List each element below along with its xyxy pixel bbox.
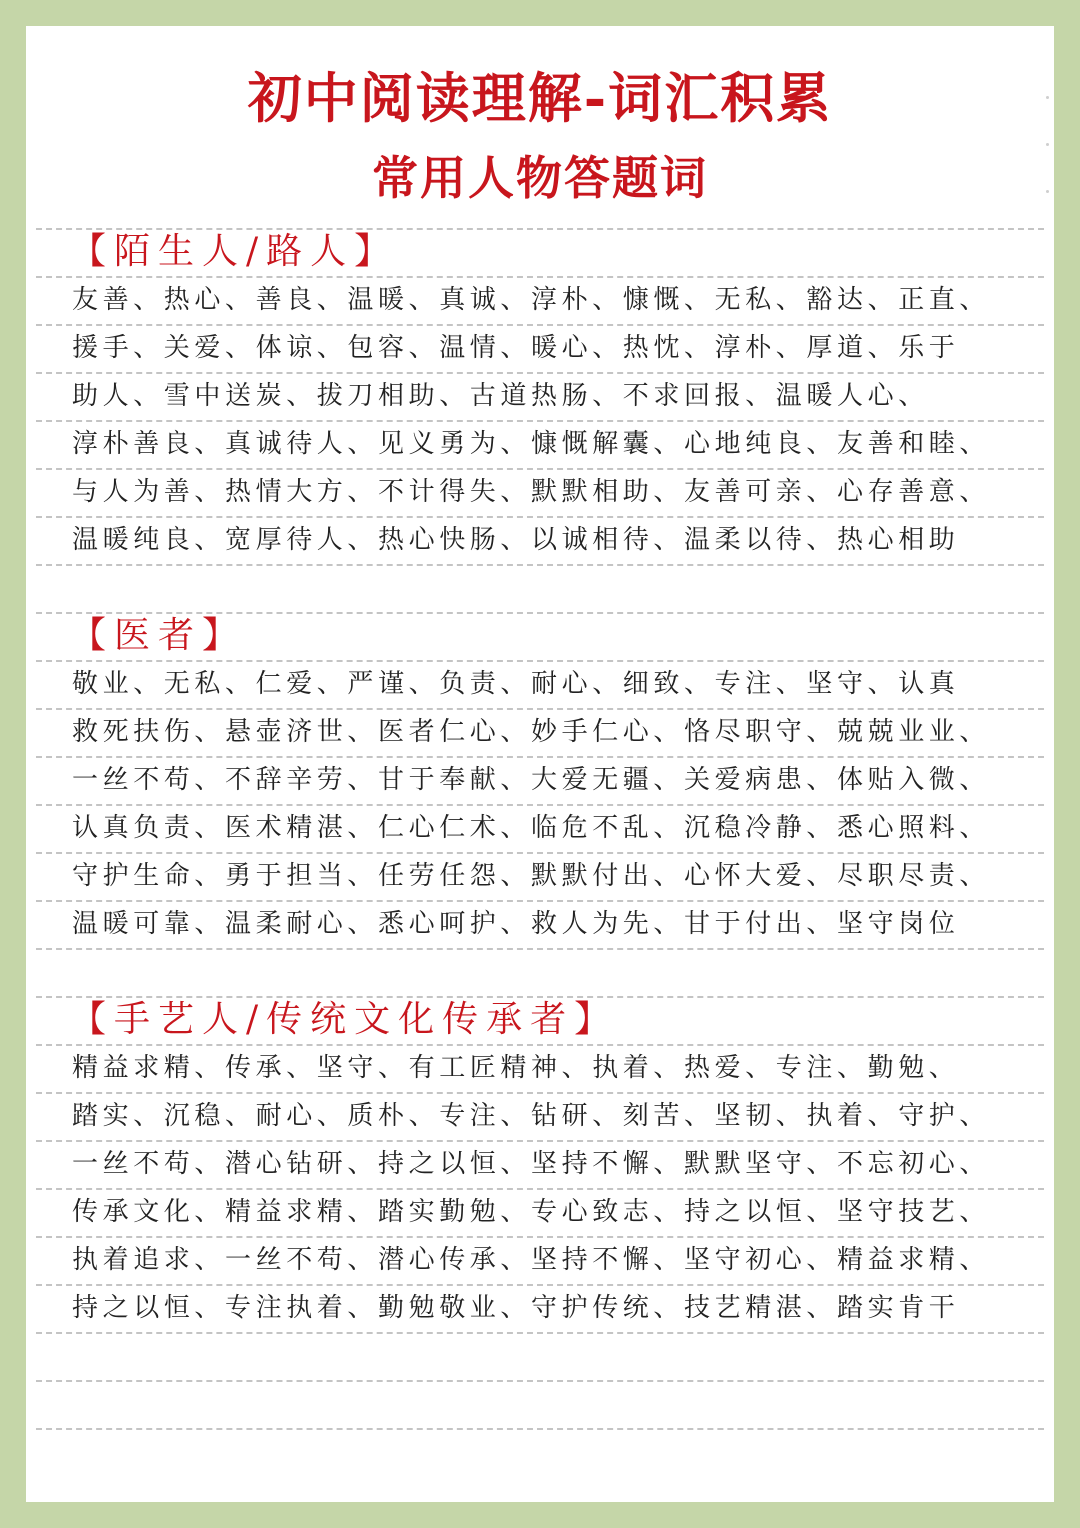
vocab-line: 踏实、沉稳、耐心、质朴、专注、钻研、刻苦、坚韧、执着、守护、 — [72, 1101, 991, 1131]
vocab-line: 守护生命、勇于担当、任劳任怨、默默付出、心怀大爱、尽职尽责、 — [72, 861, 991, 891]
vocab-line: 援手、关爱、体谅、包容、温情、暖心、热忱、淳朴、厚道、乐于 — [72, 333, 960, 363]
vocab-line: 救死扶伤、悬壶济世、医者仁心、妙手仁心、恪尽职守、兢兢业业、 — [72, 717, 991, 747]
section-heading: 【手艺人/传统文化传承者】 — [70, 999, 619, 1040]
page-title: 初中阅读理解-词汇积累 — [247, 66, 833, 130]
vocab-line: 助人、雪中送炭、拔刀相助、古道热肠、不求回报、温暖人心、 — [72, 381, 929, 411]
worksheet-paper — [26, 26, 1054, 1502]
vocab-line: 淳朴善良、真诚待人、见义勇为、慷慨解囊、心地纯良、友善和睦、 — [72, 429, 991, 459]
vocab-line: 与人为善、热情大方、不计得失、默默相助、友善可亲、心存善意、 — [72, 477, 991, 507]
vocab-line: 传承文化、精益求精、踏实勤勉、专心致志、持之以恒、坚守技艺、 — [72, 1197, 991, 1227]
ruled-line — [36, 564, 1044, 566]
section-heading: 【陌生人/路人】 — [70, 231, 399, 272]
vocab-line: 认真负责、医术精湛、仁心仁术、临危不乱、沉稳冷静、悉心照料、 — [72, 813, 991, 843]
ruled-line — [36, 948, 1044, 950]
vocab-line: 温暖可靠、温柔耐心、悉心呵护、救人为先、甘于付出、坚守岗位 — [72, 909, 960, 939]
ruled-line — [36, 1380, 1044, 1382]
vocab-line: 一丝不苟、不辞辛劳、甘于奉献、大爱无疆、关爱病患、体贴入微、 — [72, 765, 991, 795]
vocab-line: 友善、热心、善良、温暖、真诚、淳朴、慷慨、无私、豁达、正直、 — [72, 285, 991, 315]
page-subtitle: 常用人物答题词 — [372, 151, 708, 205]
vocab-line: 持之以恒、专注执着、勤勉敬业、守护传统、技艺精湛、踏实肯干 — [72, 1293, 960, 1323]
vocab-line: 执着追求、一丝不苟、潜心传承、坚持不懈、坚守初心、精益求精、 — [72, 1245, 991, 1275]
ruled-line — [36, 1332, 1044, 1334]
vocab-line: 敬业、无私、仁爱、严谨、负责、耐心、细致、专注、坚守、认真 — [72, 669, 960, 699]
ruled-line — [36, 1428, 1044, 1430]
section-heading: 【医者】 — [70, 615, 247, 656]
vocab-line: 一丝不苟、潜心钻研、持之以恒、坚持不懈、默默坚守、不忘初心、 — [72, 1149, 991, 1179]
vocab-line: 精益求精、传承、坚守、有工匠精神、执着、热爱、专注、勤勉、 — [72, 1053, 960, 1083]
vocab-line: 温暖纯良、宽厚待人、热心快肠、以诚相待、温柔以待、热心相助 — [72, 525, 960, 555]
